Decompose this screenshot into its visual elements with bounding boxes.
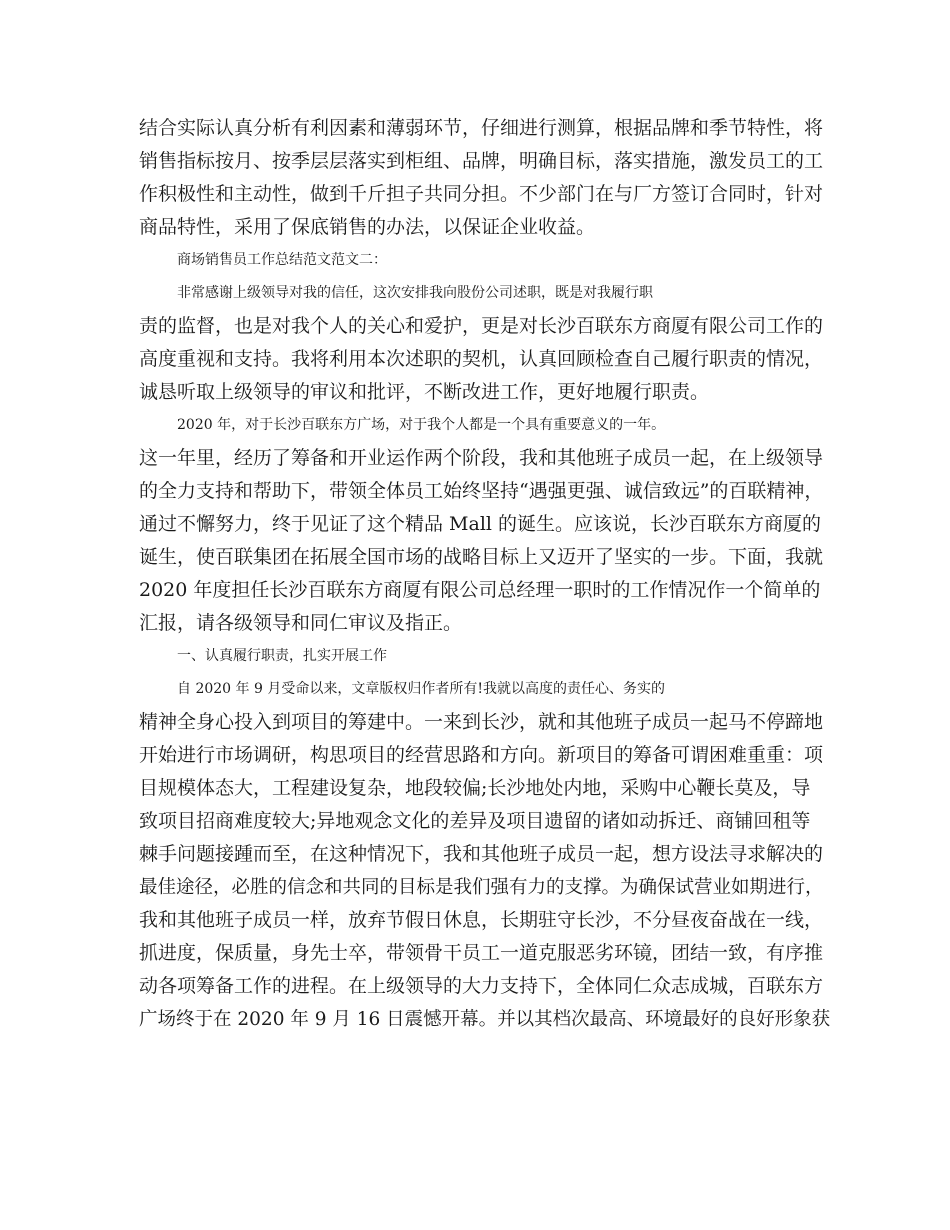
text-line: 动各项筹备工作的进程。在上级领导的大力支持下，全体同仁众志成城，百联东方 <box>139 975 824 997</box>
text-line: 自 2020 年 9 月受命以来，文章版权归作者所有!我就以高度的责任心、务实的 <box>177 681 665 697</box>
text-line: 开始进行市场调研，构思项目的经营思路和方向。新项目的筹备可谓困难重重：项 <box>139 744 824 766</box>
text-line: 诞生，使百联集团在拓展全国市场的战略目标上又迈开了坚实的一步。下面，我就 <box>139 546 824 568</box>
text-line: 的全力支持和帮助下，带领全体员工始终坚持“遇强更强、诚信致远”的百联精神， <box>139 480 824 502</box>
text-line: 诚恳听取上级领导的审议和批评，不断改进工作，更好地履行职责。 <box>139 381 710 403</box>
text-line: 结合实际认真分析有利因素和薄弱环节，仔细进行测算，根据品牌和季节特性，将 <box>139 117 824 139</box>
text-line: 汇报，请各级领导和同仁审议及指正。 <box>139 612 463 634</box>
text-line: 抓进度，保质量，身先士卒，带领骨干员工一道克服恶劣环镜，团结一致，有序推 <box>139 942 824 964</box>
text-line: 2020 年，对于长沙百联东方广场，对于我个人都是一个具有重要意义的一年。 <box>177 417 666 433</box>
text-line: 作积极性和主动性，做到千斤担子共同分担。不少部门在与厂方签订合同时，针对 <box>139 183 824 205</box>
text-line: 广场终于在 2020 年 9 月 16 日震憾开幕。并以其档次最高、环境最好的良好形象获 <box>139 1009 831 1030</box>
text-line: 高度重视和支持。我将利用本次述职的契机，认真回顾检查自己履行职责的情况， <box>139 348 824 370</box>
text-line: 精神全身心投入到项目的筹建中。一来到长沙，就和其他班子成员一起马不停蹄地 <box>139 711 824 733</box>
text-line: 责的监督，也是对我个人的关心和爱护，更是对长沙百联东方商厦有限公司工作的 <box>139 315 824 337</box>
text-line: 商品特性，采用了保底销售的办法，以保证企业收益。 <box>139 216 596 238</box>
text-line: 棘手问题接踵而至，在这种情况下，我和其他班子成员一起，想方设法寻求解决的 <box>139 843 824 865</box>
text-line: 通过不懈努力，终于见证了这个精品 Mall 的诞生。应该说，长沙百联东方商厦的 <box>139 513 822 535</box>
text-line: 最佳途径，必胜的信念和共同的目标是我们强有力的支撑。为确保试营业如期进行， <box>139 877 824 898</box>
text-line: 目规模体态大，工程建设复杂，地段较偏;长沙地处内地，采购中心鞭长莫及，导 <box>139 777 811 799</box>
text-line: 商场销售员工作总结范文范文二： <box>177 252 387 268</box>
text-line: 非常感谢上级领导对我的信任，这次安排我向股份公司述职，既是对我履行职 <box>177 285 653 301</box>
text-line: 这一年里，经历了筹备和开业运作两个阶段，我和其他班子成员一起，在上级领导 <box>139 447 824 469</box>
text-line: 销售指标按月、按季层层落实到柜组、品牌，明确目标，落实措施，激发员工的工 <box>139 150 824 172</box>
document-body <box>139 112 829 1036</box>
text-line: 2020 年度担任长沙百联东方商厦有限公司总经理一职时的工作情况作一个简单的 <box>139 579 821 601</box>
text-line: 我和其他班子成员一样，放弃节假日休息，长期驻守长沙，不分昼夜奋战在一线， <box>139 909 824 931</box>
text-line: 致项目招商难度较大;异地观念文化的差异及项目遗留的诸如动拆迁、商铺回租等 <box>139 810 811 832</box>
text-line: 一、认真履行职责，扎实开展工作 <box>177 648 387 664</box>
